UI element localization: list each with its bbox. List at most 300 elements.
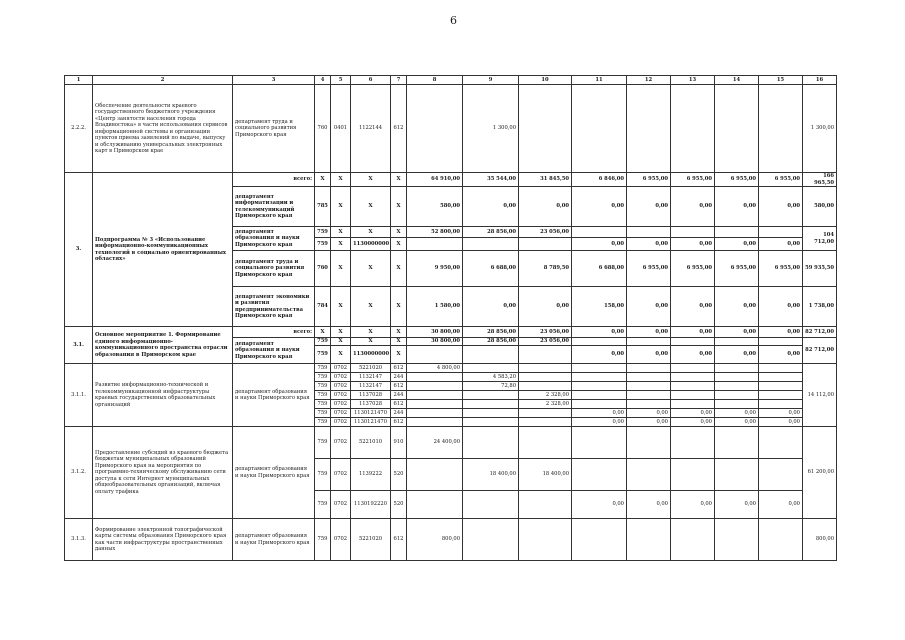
cell: X <box>351 327 391 338</box>
cell: X <box>391 187 407 227</box>
cell <box>627 519 671 561</box>
cell <box>671 382 715 391</box>
department: департамент труда и социального развития Приморского края <box>233 85 315 173</box>
cell: 1130121470 <box>351 409 391 418</box>
cell <box>407 491 463 519</box>
cell <box>572 382 627 391</box>
cell <box>463 409 519 418</box>
cell: 6 955,00 <box>759 173 803 187</box>
cell <box>759 400 803 409</box>
cell: 760 <box>315 85 331 173</box>
cell: 759 <box>315 338 331 346</box>
cell: 1 300,00 <box>803 85 837 173</box>
cell: 6 955,00 <box>671 173 715 187</box>
cell: 0,00 <box>715 287 759 327</box>
cell: 35 544,00 <box>463 173 519 187</box>
cell: 0,00 <box>759 409 803 418</box>
cell: 759 <box>315 491 331 519</box>
department: департамент образования и науки Приморского края <box>233 227 315 251</box>
cell: 0,00 <box>671 238 715 251</box>
cell: X <box>315 173 331 187</box>
cell <box>759 519 803 561</box>
cell: 0,00 <box>671 287 715 327</box>
cell: 759 <box>315 364 331 373</box>
cell: X <box>391 238 407 251</box>
item-number: 3.1.3. <box>65 519 93 561</box>
cell: 1132147 <box>351 382 391 391</box>
cell: X <box>331 346 351 364</box>
cell: 580,00 <box>407 187 463 227</box>
cell: 158,00 <box>572 287 627 327</box>
cell: 784 <box>315 287 331 327</box>
cell <box>407 85 463 173</box>
cell: 1132147 <box>351 373 391 382</box>
cell: 0702 <box>331 459 351 491</box>
cell: 30 800,00 <box>407 338 463 346</box>
cell: 2 328,00 <box>519 391 572 400</box>
cell <box>407 373 463 382</box>
cell: 759 <box>315 519 331 561</box>
cell: 0,00 <box>759 418 803 427</box>
cell: 8 789,50 <box>519 251 572 287</box>
cell: 166 965,50 <box>803 173 837 187</box>
cell: 580,00 <box>803 187 837 227</box>
cell: 0,00 <box>572 238 627 251</box>
cell: 612 <box>391 85 407 173</box>
cell <box>463 427 519 459</box>
cell: 0702 <box>331 409 351 418</box>
cell: 23 056,00 <box>519 338 572 346</box>
cell: 31 845,50 <box>519 173 572 187</box>
cell <box>627 427 671 459</box>
cell: 6 955,00 <box>627 251 671 287</box>
col-header: 13 <box>671 76 715 85</box>
cell: 9 950,00 <box>407 251 463 287</box>
cell <box>407 418 463 427</box>
cell: 0,00 <box>715 491 759 519</box>
cell <box>572 400 627 409</box>
cell: 28 856,00 <box>463 338 519 346</box>
cell <box>407 400 463 409</box>
cell: 0,00 <box>627 409 671 418</box>
cell <box>759 427 803 459</box>
cell: 0,00 <box>715 418 759 427</box>
cell <box>715 400 759 409</box>
cell: 0,00 <box>463 287 519 327</box>
cell: 612 <box>391 382 407 391</box>
cell: 0,00 <box>572 346 627 364</box>
cell: 24 400,00 <box>407 427 463 459</box>
cell: 2 328,00 <box>519 400 572 409</box>
cell <box>572 519 627 561</box>
cell: X <box>391 327 407 338</box>
cell: 104 712,00 <box>803 227 837 251</box>
cell: 0,00 <box>627 287 671 327</box>
item-name: Подпрограмма № 3 «Использование информационно-коммуникационных технологий в социально ориентированных областях» <box>93 173 233 327</box>
cell <box>572 338 627 346</box>
cell: 0,00 <box>715 409 759 418</box>
cell: 612 <box>391 364 407 373</box>
cell <box>519 364 572 373</box>
cell <box>519 418 572 427</box>
cell <box>627 364 671 373</box>
cell <box>519 491 572 519</box>
item-number: 3. <box>65 173 93 327</box>
cell: 0702 <box>331 364 351 373</box>
cell: 6 688,00 <box>463 251 519 287</box>
cell: 0,00 <box>671 346 715 364</box>
cell: 0702 <box>331 519 351 561</box>
cell: 0,00 <box>627 346 671 364</box>
cell: 28 856,00 <box>463 227 519 238</box>
cell <box>627 382 671 391</box>
cell: 14 112,00 <box>803 364 837 427</box>
cell <box>715 364 759 373</box>
cell: 0702 <box>331 382 351 391</box>
table-row <box>65 519 837 561</box>
cell: 0,00 <box>759 491 803 519</box>
cell: 1 300,00 <box>463 85 519 173</box>
cell <box>519 519 572 561</box>
cell: X <box>351 338 391 346</box>
cell: 18 400,00 <box>463 459 519 491</box>
cell <box>715 85 759 173</box>
cell: 0702 <box>331 400 351 409</box>
cell <box>627 85 671 173</box>
cell <box>572 391 627 400</box>
cell <box>519 373 572 382</box>
cell: X <box>331 173 351 187</box>
col-header: 2 <box>93 76 233 85</box>
cell: 759 <box>315 400 331 409</box>
cell: X <box>351 187 391 227</box>
cell <box>715 459 759 491</box>
cell: 0,00 <box>627 418 671 427</box>
page-number: 6 <box>450 14 457 27</box>
department: департамент информатизации и телекоммуникаций Приморского края <box>233 187 315 227</box>
cell: 1137028 <box>351 391 391 400</box>
cell: 0,00 <box>715 327 759 338</box>
col-header: 10 <box>519 76 572 85</box>
cell <box>715 227 759 238</box>
cell: 4 800,00 <box>407 364 463 373</box>
cell: 1122144 <box>351 85 391 173</box>
cell: 0,00 <box>671 418 715 427</box>
cell <box>627 227 671 238</box>
cell <box>671 459 715 491</box>
cell: 1 738,00 <box>803 287 837 327</box>
cell <box>572 364 627 373</box>
cell <box>759 459 803 491</box>
cell: 520 <box>391 491 407 519</box>
cell: 0,00 <box>627 491 671 519</box>
item-number: 3.1.1. <box>65 364 93 427</box>
cell <box>759 338 803 346</box>
cell: X <box>351 227 391 238</box>
cell: 82 712,00 <box>803 338 837 364</box>
cell: 760 <box>315 251 331 287</box>
cell: 61 200,00 <box>803 427 837 519</box>
cell <box>759 85 803 173</box>
table-row <box>65 85 837 173</box>
cell: X <box>331 327 351 338</box>
cell: 0,00 <box>572 491 627 519</box>
cell: 0,00 <box>572 327 627 338</box>
cell: 612 <box>391 519 407 561</box>
cell <box>463 418 519 427</box>
cell <box>463 391 519 400</box>
cell: 28 856,00 <box>463 327 519 338</box>
cell: 759 <box>315 227 331 238</box>
cell: 759 <box>315 418 331 427</box>
cell <box>759 373 803 382</box>
cell: 6 955,00 <box>627 173 671 187</box>
cell: X <box>331 227 351 238</box>
cell <box>519 238 572 251</box>
cell <box>572 459 627 491</box>
cell: X <box>391 338 407 346</box>
cell: 0702 <box>331 391 351 400</box>
cell <box>671 427 715 459</box>
cell: 0,00 <box>715 187 759 227</box>
cell: X <box>351 173 391 187</box>
cell: 52 800,00 <box>407 227 463 238</box>
cell <box>715 382 759 391</box>
table-row <box>65 173 837 187</box>
cell: 0,00 <box>759 238 803 251</box>
cell: 759 <box>315 238 331 251</box>
cell <box>759 227 803 238</box>
cell: 82 712,00 <box>803 327 837 338</box>
cell: 6 955,00 <box>715 251 759 287</box>
cell: X <box>391 173 407 187</box>
cell: 0702 <box>331 427 351 459</box>
cell: X <box>391 346 407 364</box>
cell: X <box>351 287 391 327</box>
cell <box>519 409 572 418</box>
cell <box>572 373 627 382</box>
cell: X <box>391 287 407 327</box>
cell: 64 910,00 <box>407 173 463 187</box>
cell: 0,00 <box>572 187 627 227</box>
department: департамент образования и науки Приморского края <box>233 338 315 364</box>
cell: 23 056,00 <box>519 227 572 238</box>
total-label: всего: <box>233 327 315 338</box>
cell <box>671 373 715 382</box>
cell: X <box>331 251 351 287</box>
cell: 244 <box>391 409 407 418</box>
cell: X <box>391 251 407 287</box>
cell <box>572 85 627 173</box>
cell <box>627 373 671 382</box>
cell <box>759 391 803 400</box>
department: департамент образования и науки Приморского края <box>233 427 315 519</box>
department: департамент экономики и развития предпринимательства Приморского края <box>233 287 315 327</box>
cell: 0,00 <box>572 418 627 427</box>
cell: 0702 <box>331 373 351 382</box>
cell <box>407 346 463 364</box>
cell: 23 056,00 <box>519 327 572 338</box>
cell: 0,00 <box>715 238 759 251</box>
department: департамент образования и науки Приморского края <box>233 364 315 427</box>
cell <box>519 346 572 364</box>
cell <box>407 391 463 400</box>
cell: 0,00 <box>759 287 803 327</box>
cell: 0,00 <box>671 327 715 338</box>
department: департамент образования и науки Приморского края <box>233 519 315 561</box>
table-row <box>65 327 837 338</box>
program-table <box>64 75 837 561</box>
cell <box>407 382 463 391</box>
col-header: 4 <box>315 76 331 85</box>
cell: 0,00 <box>759 187 803 227</box>
cell <box>671 364 715 373</box>
cell: X <box>331 338 351 346</box>
cell: 0,00 <box>627 187 671 227</box>
cell <box>463 364 519 373</box>
cell: 612 <box>391 418 407 427</box>
cell: X <box>331 187 351 227</box>
cell: 0,00 <box>627 327 671 338</box>
cell: 759 <box>315 459 331 491</box>
cell <box>572 427 627 459</box>
cell <box>463 491 519 519</box>
cell: 759 <box>315 427 331 459</box>
cell: 520 <box>391 459 407 491</box>
cell <box>671 227 715 238</box>
col-header: 3 <box>233 76 315 85</box>
cell <box>519 382 572 391</box>
cell: 0,00 <box>463 187 519 227</box>
cell <box>519 85 572 173</box>
cell: 59 935,50 <box>803 251 837 287</box>
cell: 30 800,00 <box>407 327 463 338</box>
cell <box>671 338 715 346</box>
cell: 1137028 <box>351 400 391 409</box>
cell: 785 <box>315 187 331 227</box>
cell <box>463 400 519 409</box>
cell: 759 <box>315 346 331 364</box>
cell <box>463 519 519 561</box>
item-name: Развитие информационно-технической и телекоммуникационной инфраструктуры краевых государственных образовательных организаций <box>93 364 233 427</box>
cell <box>715 427 759 459</box>
cell: X <box>315 327 331 338</box>
cell <box>519 427 572 459</box>
cell: 1 580,00 <box>407 287 463 327</box>
cell <box>759 382 803 391</box>
item-number: 3.1. <box>65 327 93 364</box>
column-number-row <box>65 76 837 85</box>
item-name: Основное мероприятие 1. Формирование единого информационно-коммуникационного пространства отрасли образования в Приморском крае <box>93 327 233 364</box>
cell: 0,00 <box>759 346 803 364</box>
cell <box>627 391 671 400</box>
col-header: 8 <box>407 76 463 85</box>
cell <box>407 459 463 491</box>
cell: X <box>391 227 407 238</box>
cell: 0,00 <box>627 238 671 251</box>
item-number: 2.2.2. <box>65 85 93 173</box>
col-header: 12 <box>627 76 671 85</box>
cell: 0702 <box>331 491 351 519</box>
cell: 6 955,00 <box>715 173 759 187</box>
cell <box>715 373 759 382</box>
col-header: 6 <box>351 76 391 85</box>
cell: 6 955,00 <box>671 251 715 287</box>
cell: 0401 <box>331 85 351 173</box>
cell: 0,00 <box>671 491 715 519</box>
cell: 0,00 <box>671 409 715 418</box>
cell: 759 <box>315 409 331 418</box>
col-header: 14 <box>715 76 759 85</box>
col-header: 16 <box>803 76 837 85</box>
cell: 0,00 <box>671 187 715 227</box>
cell: 1130121470 <box>351 418 391 427</box>
cell: 6 688,00 <box>572 251 627 287</box>
col-header: 1 <box>65 76 93 85</box>
department: департамент труда и социального развития Приморского края <box>233 251 315 287</box>
cell <box>463 238 519 251</box>
col-header: 5 <box>331 76 351 85</box>
item-name: Предоставление субсидий из краевого бюджета бюджетам муниципальных образований Приморского края на мероприятия по программно-техническому обслуживанию сети доступа к сети Интернет муниципальных общеобразовательных организаций, включая оплату трафика <box>93 427 233 519</box>
cell <box>715 338 759 346</box>
item-name: Обеспечение деятельности краевого государственного бюджетного учреждения «Центр занятости населения города Владивостока» в части использования сервисов информационной системы и организации пунктов приема заявлений по выдаче, выпуску и обслуживанию универсальных электронных карт в Приморском крае <box>93 85 233 173</box>
cell: 5221020 <box>351 364 391 373</box>
cell: 1130000000 <box>351 238 391 251</box>
cell <box>671 400 715 409</box>
cell <box>671 519 715 561</box>
cell: 0702 <box>331 418 351 427</box>
cell: 4 583,20 <box>463 373 519 382</box>
cell: X <box>331 238 351 251</box>
cell: 244 <box>391 391 407 400</box>
cell: 759 <box>315 373 331 382</box>
cell: X <box>351 251 391 287</box>
item-name: Формирование электронной топографической карты системы образования Приморского края как части инфраструктуры пространственных данных <box>93 519 233 561</box>
col-header: 11 <box>572 76 627 85</box>
cell: 0,00 <box>759 327 803 338</box>
cell <box>627 400 671 409</box>
cell <box>627 459 671 491</box>
cell: 18 400,00 <box>519 459 572 491</box>
col-header: 15 <box>759 76 803 85</box>
cell: 0,00 <box>715 346 759 364</box>
cell: 759 <box>315 382 331 391</box>
cell: 1130000000 <box>351 346 391 364</box>
cell: 1130192220 <box>351 491 391 519</box>
table-row <box>65 364 837 373</box>
item-number: 3.1.2. <box>65 427 93 519</box>
cell: 244 <box>391 373 407 382</box>
cell <box>463 346 519 364</box>
cell: 0,00 <box>572 409 627 418</box>
cell <box>407 238 463 251</box>
total-label: всего: <box>233 173 315 187</box>
cell: 759 <box>315 391 331 400</box>
col-header: 9 <box>463 76 519 85</box>
cell <box>715 519 759 561</box>
cell <box>715 391 759 400</box>
cell: 0,00 <box>519 287 572 327</box>
cell <box>671 85 715 173</box>
cell <box>407 409 463 418</box>
cell: 6 955,00 <box>759 251 803 287</box>
cell: 1139222 <box>351 459 391 491</box>
cell: 612 <box>391 400 407 409</box>
table-row <box>65 427 837 459</box>
cell <box>671 391 715 400</box>
cell: 800,00 <box>407 519 463 561</box>
cell <box>572 227 627 238</box>
